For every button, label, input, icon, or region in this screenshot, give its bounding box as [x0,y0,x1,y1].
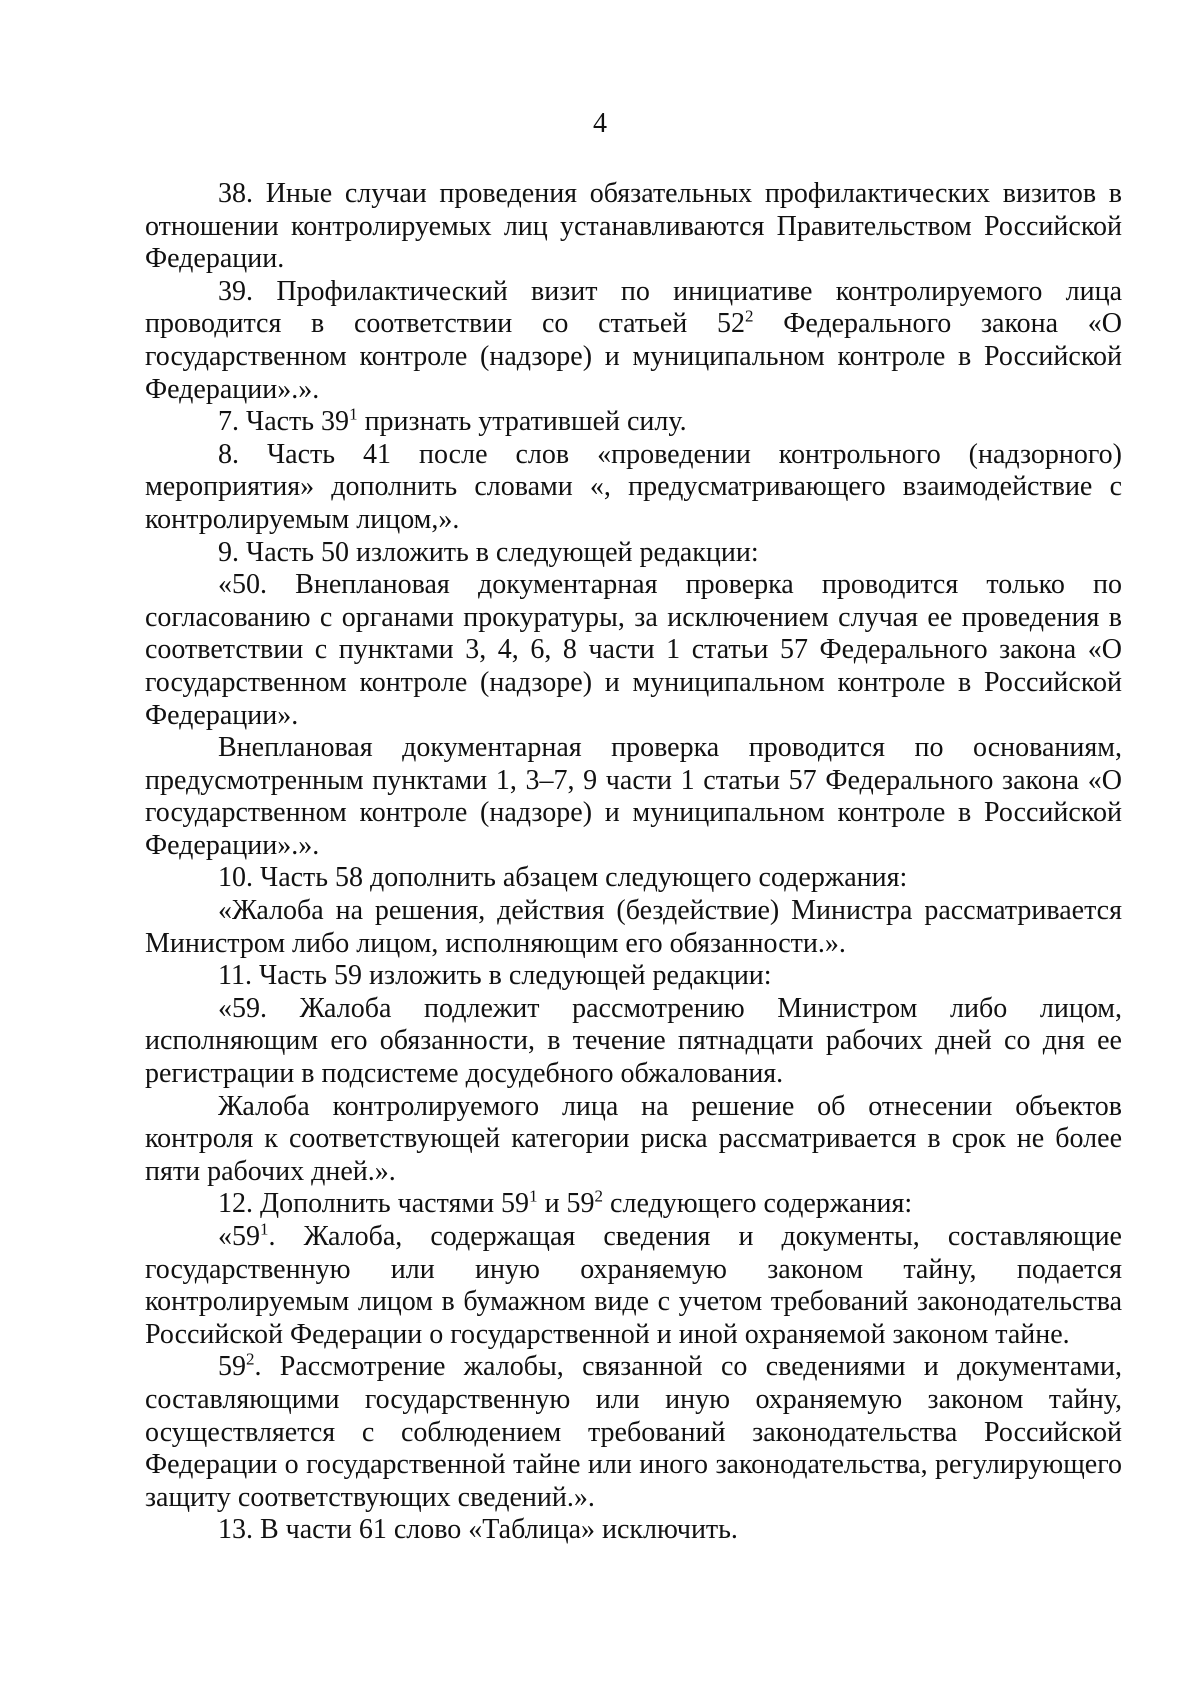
amendment-8: 8. Часть 41 после слов «проведении контрольного (надзорного) мероприятия» дополнить словами «, предусматривающего взаимодействие с контролируемым лицом,». [145,438,1122,535]
paragraph-59-2: $59^2$. Рассмотрение жалобы, связанной со сведениями и документами, составляющими государственную или иную охраняемую законом тайну, осуществляется с соблюдением требований законодательства Российской Федерации о государственной тайне или иного законодательства, регулирующего защиту соответствующих сведений.». [145,1350,1122,1513]
amendment-12: 12. Дополнить частями $59^1$ и $59^2$ следующего содержания: [218,1187,913,1220]
page-number: 4 [593,108,607,139]
amendment-9: 9. Часть 50 изложить в следующей редакции: [218,536,759,568]
amendment-10: 10. Часть 58 дополнить абзацем следующего содержания: [218,862,908,894]
amendment-7: 7. Часть $39^1$ признать утратившей силу. [218,404,687,438]
amendment-13: 13. В части 61 слово «Таблица» исключить. [218,1514,738,1546]
paragraph-38: 38. Иные случаи проведения обязательных профилактических визитов в отношении контролируемых лиц устанавливаются Правительством Российской Федерации. [145,178,1122,275]
paragraph-50: «50. Внеплановая документарная проверка проводится только по согласованию с органами прокуратуры, за исключением случая ее проведения в соответствии с пунктами 3, 4, 6, 8 части 1 статьи 57 Федерального закона «О государственном контроле (надзоре) и муниципальном контроле в Российской Федерации». [145,569,1122,731]
paragraph-50-second: Внеплановая документарная проверка проводится по основаниям, предусмотренным пунктами 1, 3–7, 9 части 1 статьи 57 Федерального закона «О государственном контроле (надзоре) и муниципальном контроле в Российской Федерации».». [145,732,1122,861]
paragraph-39: 39. Профилактический визит по инициативе контролируемого лица проводится в соответствии со статьей $52^2$ Федерального закона «О государственном контроле (надзоре) и муниципальном контроле в Российской Федерации».». [145,275,1123,405]
amendment-11: 11. Часть 59 изложить в следующей редакции: [218,960,772,992]
paragraph-58-addition: «Жалоба на решения, действия (бездействие) Министра рассматривается Министром либо лицом, исполняющим его обязанности.». [145,895,1122,959]
paragraph-59: «59. Жалоба подлежит рассмотрению Министром либо лицом, исполняющим его обязанности, в течение пятнадцати рабочих дней со дня ее регистрации в подсистеме досудебного обжалования. [145,992,1122,1090]
document-body [145,178,1122,1547]
paragraph-59-second: Жалоба контролируемого лица на решение об отнесении объектов контроля к соответствующей категории риска рассматривается в срок не более пяти рабочих дней.». [145,1090,1122,1187]
paragraph-59-1: «$59^1$. Жалоба, содержащая сведения и документы, составляющие государственную или иную охраняемую законом тайну, подается контролируемым лицом в бумажном виде с учетом требований законодательства Российской Федерации о государственной и иной охраняемой законом тайне. [145,1219,1122,1350]
